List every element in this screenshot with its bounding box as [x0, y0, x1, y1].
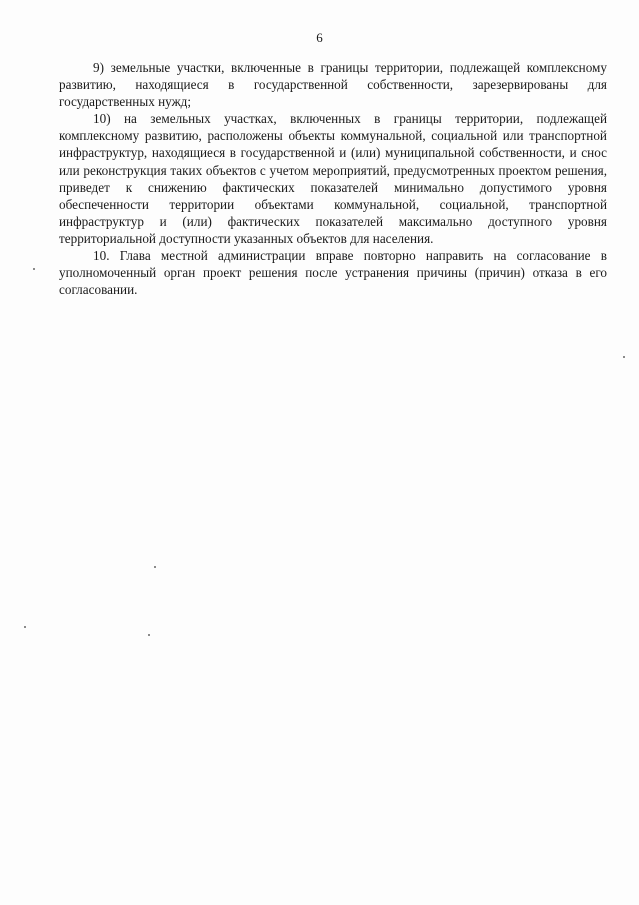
scan-speck — [24, 626, 26, 628]
scan-speck — [148, 634, 150, 636]
paragraph-item-9: 9) земельные участки, включенные в границы территории, подлежащей комплексному развитию, находящиеся в государственной собственности, зарезервированы для государственных нужд; — [59, 60, 607, 110]
scan-speck — [154, 566, 156, 568]
scan-speck — [33, 268, 35, 270]
paragraph-clause-10: 10. Глава местной администрации вправе повторно направить на согласование в уполномоченный орган проект решения после устранения причины (причин) отказа в его согласовании. — [59, 248, 607, 298]
document-body — [59, 59, 607, 298]
page-number: 6 — [316, 30, 323, 45]
scan-speck — [623, 356, 625, 358]
paragraph-item-10: 10) на земельных участках, включенных в границы территории, подлежащей комплексному развитию, расположены объекты коммунальной, социальной или транспортной инфраструктур, находящиеся в государственной и (или) муниципальной собственности, и снос или реконструкция таких объектов с учетом мероприятий, предусмотренных проектом решения, приведет к снижению фактических показателей минимально допустимого уровня обеспеченности территории объектами коммунальной, социальной, транспортной инфраструктур и (или) фактических показателей максимально доступного уровня территориальной доступности указанных объектов для населения. — [59, 111, 607, 246]
